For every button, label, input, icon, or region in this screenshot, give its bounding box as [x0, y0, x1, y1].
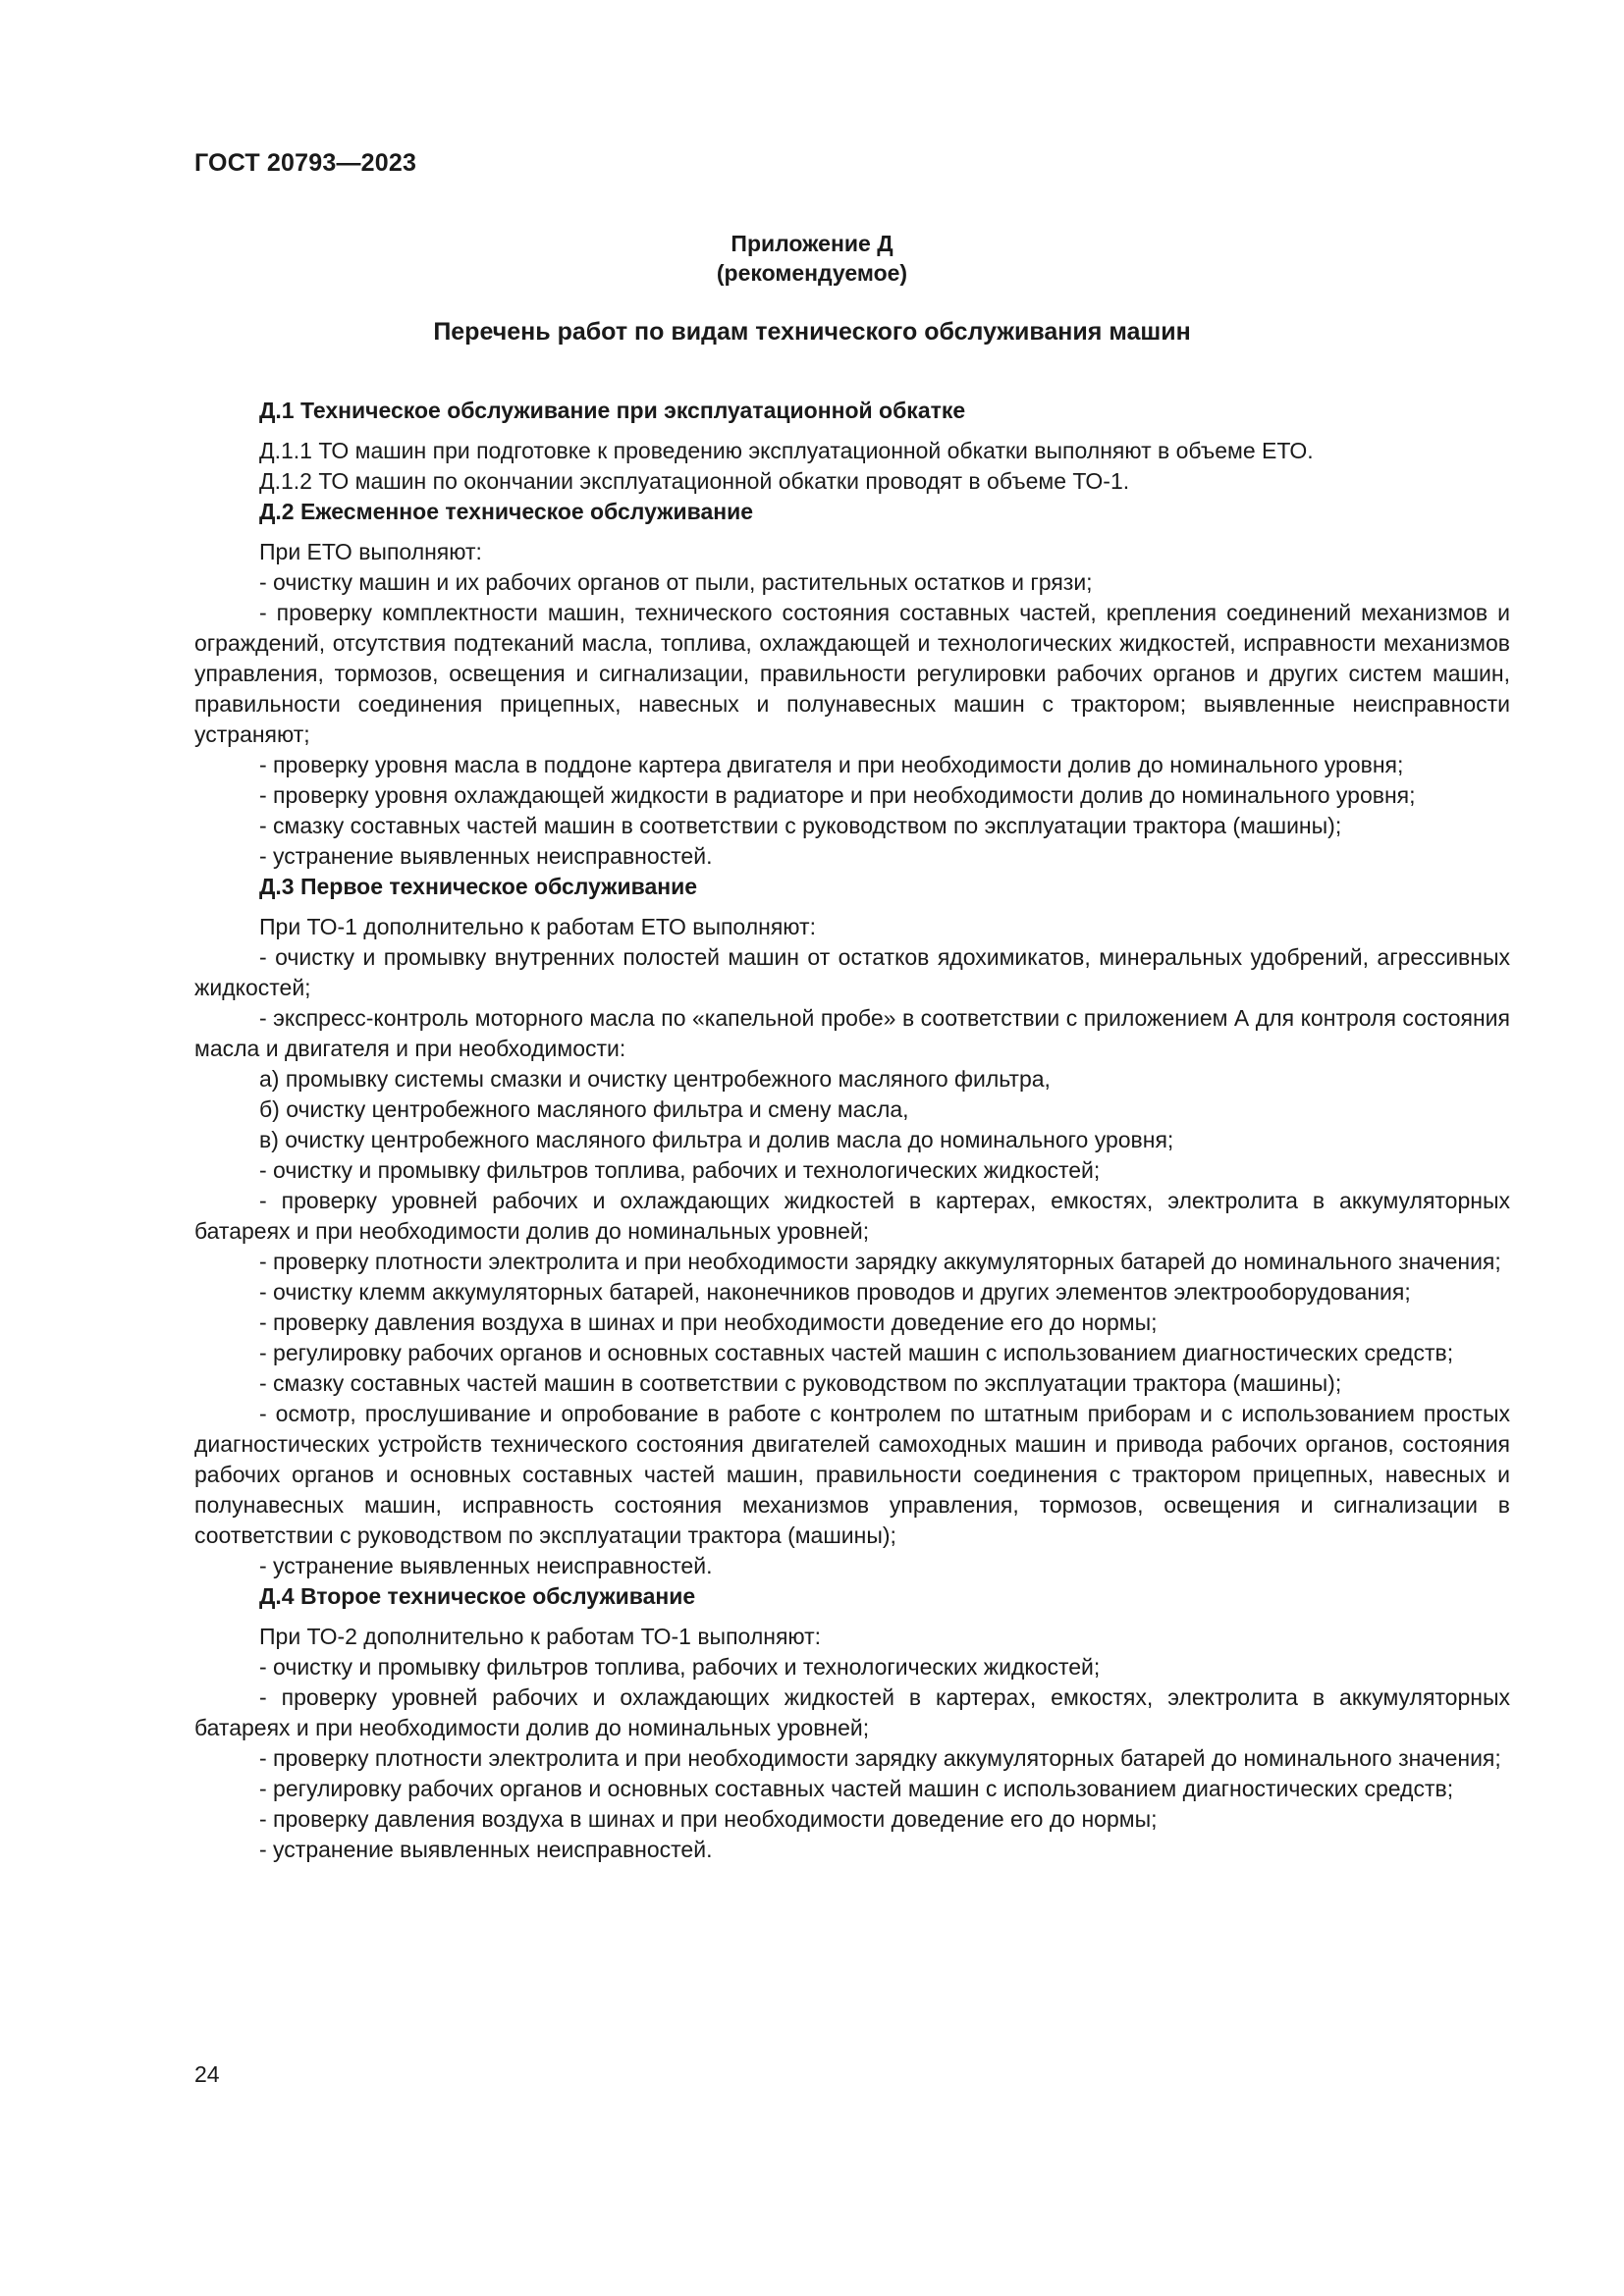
paragraph: - проверку уровней рабочих и охлаждающих жидкостей в картерах, емкостях, электролита в аккумуляторных батареях и при необходимости долив до номинальных уровней;	[194, 1684, 1510, 1740]
section-heading: Д.4 Второе техническое обслуживание	[259, 1583, 696, 1609]
paragraph: При ЕТО выполняют:	[259, 539, 482, 564]
paragraph: - проверку уровня масла в поддоне картера двигателя и при необходимости долив до номинального уровня;	[259, 752, 1404, 777]
paragraph: - регулировку рабочих органов и основных составных частей машин с использованием диагностических средств;	[259, 1340, 1454, 1365]
paragraph: - проверку уровня охлаждающей жидкости в радиаторе и при необходимости долив до номинального уровня;	[259, 782, 1416, 808]
document-code: ГОСТ 20793—2023	[194, 149, 417, 177]
paragraph: - очистку и промывку внутренних полостей машин от остатков ядохимикатов, минеральных удобрений, агрессивных жидкостей;	[194, 944, 1510, 1000]
paragraph: Д.1.1 ТО машин при подготовке к проведению эксплуатационной обкатки выполняют в объеме ЕТО.	[259, 438, 1314, 463]
section-heading: Д.2 Ежесменное техническое обслуживание	[259, 499, 754, 524]
paragraph: - смазку составных частей машин в соответствии с руководством по эксплуатации трактора (машины);	[259, 1370, 1342, 1396]
section-heading: Д.3 Первое техническое обслуживание	[259, 874, 698, 899]
paragraph: - проверку уровней рабочих и охлаждающих жидкостей в картерах, емкостях, электролита в аккумуляторных батареях и при необходимости долив до номинальных уровней;	[194, 1188, 1510, 1244]
section	[194, 497, 1510, 872]
paragraph: - очистку и промывку фильтров топлива, рабочих и технологических жидкостей;	[259, 1157, 1101, 1183]
section	[194, 872, 1510, 1581]
paragraph: - проверку плотности электролита и при необходимости зарядку аккумуляторных батарей до номинального значения;	[259, 1249, 1501, 1274]
paragraph: Д.1.2 ТО машин по окончании эксплуатационной обкатки проводят в объеме ТО-1.	[259, 468, 1130, 494]
paragraph: - осмотр, прослушивание и опробование в работе с контролем по штатным приборам и с использованием простых диагностических устройств технического состояния двигателей самоходных машин и привода рабочих органов, состояния рабочих органов и основных составных частей машин, правильности соединения с трактором прицепных, навесных и полунавесных машин, исправность состояния механизмов управления, тормозов, освещения и сигнализации в соответствии с руководством по эксплуатации трактора (машины);	[194, 1401, 1510, 1548]
paragraph: - устранение выявленных неисправностей.	[259, 1553, 713, 1578]
paragraph: - устранение выявленных неисправностей.	[259, 843, 713, 869]
section	[194, 1581, 1510, 1865]
page-number: 24	[194, 2061, 220, 2087]
paragraph: - проверку давления воздуха в шинах и при необходимости доведение его до нормы;	[259, 1309, 1158, 1335]
appendix-status: (рекомендуемое)	[716, 260, 908, 286]
appendix-heading	[0, 229, 1624, 288]
paragraph: - экспресс-контроль моторного масла по «капельной пробе» в соответствии с приложением А для контроля состояния масла и двигателя и при необходимости:	[194, 1005, 1510, 1061]
paragraph: - очистку машин и их рабочих органов от пыли, растительных остатков и грязи;	[259, 569, 1093, 595]
paragraph: При ТО-1 дополнительно к работам ЕТО выполняют:	[259, 914, 816, 939]
appendix-label: Приложение Д	[731, 231, 893, 256]
paragraph: - регулировку рабочих органов и основных составных частей машин с использованием диагностических средств;	[259, 1776, 1454, 1801]
paragraph: - проверку комплектности машин, технического состояния составных частей, крепления соединений механизмов и ограждений, отсутствия подтеканий масла, топлива, охлаждающей и технологических жидкостей, исправности механизмов управления, тормозов, освещения и сигнализации, правильности регулировки рабочих органов и других систем машин, правильности соединения прицепных, навесных и полунавесных машин с трактором; выявленные неисправности устраняют;	[194, 600, 1510, 747]
paragraph: - очистку клемм аккумуляторных батарей, наконечников проводов и других элементов электрооборудования;	[259, 1279, 1411, 1305]
paragraph: При ТО-2 дополнительно к работам ТО-1 выполняют:	[259, 1624, 822, 1649]
paragraph: - устранение выявленных неисправностей.	[259, 1837, 713, 1862]
paragraph: - проверку давления воздуха в шинах и при необходимости доведение его до нормы;	[259, 1806, 1158, 1832]
paragraph: - очистку и промывку фильтров топлива, рабочих и технологических жидкостей;	[259, 1654, 1101, 1680]
section-heading: Д.1 Техническое обслуживание при эксплуатационной обкатке	[259, 398, 966, 423]
paragraph: - проверку плотности электролита и при необходимости зарядку аккумуляторных батарей до номинального значения;	[259, 1745, 1501, 1771]
paragraph: а) промывку системы смазки и очистку центробежного масляного фильтра,	[259, 1066, 1051, 1092]
document-body	[194, 396, 1510, 1865]
page-title: Перечень работ по видам технического обслуживания машин	[433, 318, 1191, 346]
paragraph: в) очистку центробежного масляного фильтра и долив масла до номинального уровня;	[259, 1127, 1174, 1152]
section	[194, 396, 1510, 497]
paragraph: б) очистку центробежного масляного фильтра и смену масла,	[259, 1096, 909, 1122]
paragraph: - смазку составных частей машин в соответствии с руководством по эксплуатации трактора (машины);	[259, 813, 1342, 838]
